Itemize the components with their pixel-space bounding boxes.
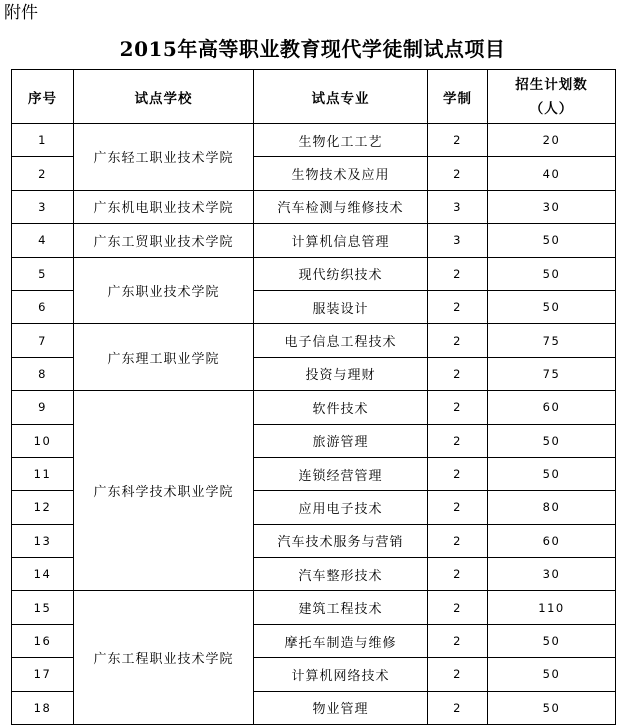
cell-major: 计算机信息管理 <box>254 224 428 257</box>
cell-years: 2 <box>428 457 488 490</box>
cell-years: 2 <box>428 324 488 357</box>
cell-years: 2 <box>428 591 488 624</box>
cell-major: 服装设计 <box>254 290 428 323</box>
cell-plan: 50 <box>488 424 616 457</box>
cell-plan: 50 <box>488 457 616 490</box>
cell-plan: 75 <box>488 324 616 357</box>
cell-index: 4 <box>12 224 74 257</box>
cell-major: 摩托车制造与维修 <box>254 624 428 657</box>
cell-major: 连锁经营管理 <box>254 457 428 490</box>
cell-plan: 50 <box>488 257 616 290</box>
cell-index: 13 <box>12 524 74 557</box>
cell-index: 5 <box>12 257 74 290</box>
header-plan-line2: （人） <box>529 100 574 117</box>
cell-years: 2 <box>428 290 488 323</box>
cell-index: 16 <box>12 624 74 657</box>
cell-major: 旅游管理 <box>254 424 428 457</box>
header-index: 序号 <box>12 70 74 124</box>
cell-school: 广东理工职业学院 <box>74 324 254 391</box>
cell-index: 8 <box>12 357 74 390</box>
cell-major: 软件技术 <box>254 391 428 424</box>
cell-plan: 50 <box>488 290 616 323</box>
cell-school: 广东职业技术学院 <box>74 257 254 324</box>
cell-index: 14 <box>12 558 74 591</box>
cell-years: 2 <box>428 124 488 157</box>
cell-plan: 30 <box>488 190 616 223</box>
cell-plan: 75 <box>488 357 616 390</box>
cell-plan: 30 <box>488 558 616 591</box>
cell-major: 汽车整形技术 <box>254 558 428 591</box>
table-row <box>12 190 616 223</box>
cell-plan: 110 <box>488 591 616 624</box>
table-header-row <box>12 70 616 124</box>
cell-plan: 50 <box>488 658 616 691</box>
header-major: 试点专业 <box>254 70 428 124</box>
table-row <box>12 124 616 157</box>
cell-years: 2 <box>428 558 488 591</box>
cell-index: 18 <box>12 691 74 724</box>
pilot-project-table <box>11 69 616 725</box>
cell-years: 2 <box>428 524 488 557</box>
cell-major: 物业管理 <box>254 691 428 724</box>
cell-major: 生物化工工艺 <box>254 124 428 157</box>
cell-years: 2 <box>428 257 488 290</box>
cell-major: 投资与理财 <box>254 357 428 390</box>
page-title: 2015年高等职业教育现代学徒制试点项目 <box>119 37 506 61</box>
cell-plan: 50 <box>488 224 616 257</box>
cell-years: 2 <box>428 691 488 724</box>
cell-index: 3 <box>12 190 74 223</box>
cell-major: 电子信息工程技术 <box>254 324 428 357</box>
table-row <box>12 257 616 290</box>
cell-years: 2 <box>428 157 488 190</box>
header-plan <box>488 70 616 124</box>
cell-index: 12 <box>12 491 74 524</box>
cell-plan: 50 <box>488 691 616 724</box>
cell-index: 9 <box>12 391 74 424</box>
cell-plan: 20 <box>488 124 616 157</box>
cell-years: 3 <box>428 190 488 223</box>
cell-school: 广东工贸职业技术学院 <box>74 224 254 257</box>
table-row <box>12 224 616 257</box>
cell-index: 15 <box>12 591 74 624</box>
cell-major: 生物技术及应用 <box>254 157 428 190</box>
cell-major: 应用电子技术 <box>254 491 428 524</box>
cell-years: 3 <box>428 224 488 257</box>
table-row <box>12 591 616 624</box>
cell-index: 2 <box>12 157 74 190</box>
cell-school: 广东轻工职业技术学院 <box>74 124 254 191</box>
cell-index: 17 <box>12 658 74 691</box>
table-row <box>12 391 616 424</box>
cell-plan: 50 <box>488 624 616 657</box>
cell-major: 现代纺织技术 <box>254 257 428 290</box>
cell-school: 广东科学技术职业学院 <box>74 391 254 591</box>
cell-years: 2 <box>428 491 488 524</box>
table-row <box>12 324 616 357</box>
cell-school: 广东工程职业技术学院 <box>74 591 254 725</box>
cell-years: 2 <box>428 658 488 691</box>
cell-years: 2 <box>428 357 488 390</box>
attachment-label: 附件 <box>4 3 38 23</box>
cell-plan: 60 <box>488 524 616 557</box>
cell-index: 7 <box>12 324 74 357</box>
cell-major: 建筑工程技术 <box>254 591 428 624</box>
header-years: 学制 <box>428 70 488 124</box>
cell-plan: 60 <box>488 391 616 424</box>
cell-plan: 40 <box>488 157 616 190</box>
cell-index: 11 <box>12 457 74 490</box>
cell-years: 2 <box>428 391 488 424</box>
cell-school: 广东机电职业技术学院 <box>74 190 254 223</box>
cell-years: 2 <box>428 624 488 657</box>
cell-plan: 80 <box>488 491 616 524</box>
cell-major: 汽车技术服务与营销 <box>254 524 428 557</box>
cell-years: 2 <box>428 424 488 457</box>
cell-index: 1 <box>12 124 74 157</box>
cell-major: 汽车检测与维修技术 <box>254 190 428 223</box>
cell-index: 6 <box>12 290 74 323</box>
header-plan-line1: 招生计划数 <box>515 76 588 93</box>
cell-index: 10 <box>12 424 74 457</box>
cell-major: 计算机网络技术 <box>254 658 428 691</box>
header-school: 试点学校 <box>74 70 254 124</box>
